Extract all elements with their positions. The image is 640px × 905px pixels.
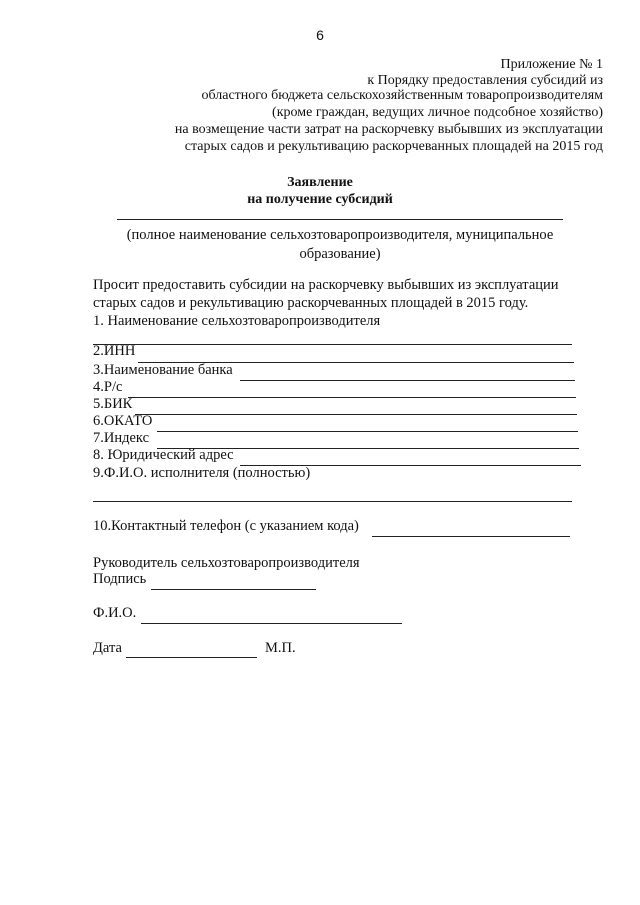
document-title: Заявление — [287, 175, 353, 190]
stamp-place-label: М.П. — [265, 640, 296, 656]
signature-sign-line[interactable] — [151, 589, 316, 590]
signature-head-label: Руководитель сельхозтоваропроизводителя — [93, 555, 360, 571]
field-bik-line[interactable] — [135, 414, 577, 415]
applicant-note-line-1: (полное наименование сельхозтоваропроизводителя, муниципальное — [126, 227, 554, 243]
field-bik-label: 5.БИК — [93, 396, 133, 412]
signature-date-label: Дата — [93, 640, 122, 656]
signature-fio-label: Ф.И.О. — [93, 605, 137, 621]
signature-sign-label: Подпись — [93, 571, 147, 587]
field-index-label: 7.Индекс — [93, 430, 150, 446]
field-account-line[interactable] — [128, 397, 576, 398]
field-bank-line[interactable] — [240, 380, 575, 381]
field-account-label: 4.Р/с — [93, 379, 123, 395]
field-inn-label: 2.ИНН — [93, 343, 136, 359]
request-line-2: старых садов и рекультивацию раскорчеванных площадей в 2015 году. — [93, 295, 529, 311]
field-phone-label: 10.Контактный телефон (с указанием кода) — [93, 518, 359, 534]
request-line-1: Просит предоставить субсидии на раскорчевку выбывших из эксплуатации — [93, 277, 559, 293]
document-subtitle: на получение субсидий — [247, 192, 393, 207]
appendix-line-4: на возмещение части затрат на раскорчевку выбывших из эксплуатации — [174, 122, 603, 137]
page-number: 6 — [316, 27, 324, 43]
field-producer-name-line[interactable] — [93, 344, 572, 345]
field-okato-line[interactable] — [157, 431, 578, 432]
applicant-name-line[interactable] — [117, 219, 563, 220]
field-okato-label: 6.ОКАТО — [93, 413, 153, 429]
applicant-note-line-2: образование) — [299, 246, 381, 262]
signature-fio-line[interactable] — [141, 623, 402, 624]
appendix-line-5: старых садов и рекультивацию раскорчеванных площадей на 2015 год — [184, 139, 603, 154]
field-legal-address-label: 8. Юридический адрес — [93, 447, 234, 463]
appendix-title: Приложение № 1 — [500, 57, 603, 72]
field-producer-name-label: 1. Наименование сельхозтоваропроизводителя — [93, 313, 381, 329]
signature-date-line[interactable] — [126, 657, 257, 658]
field-phone-line[interactable] — [372, 536, 570, 537]
appendix-line-3: (кроме граждан, ведущих личное подсобное хозяйство) — [272, 105, 603, 120]
appendix-line-1: к Порядку предоставления субсидий из — [367, 73, 603, 88]
appendix-line-2: областного бюджета сельскохозяйственным товаропроизводителям — [201, 88, 603, 103]
field-bank-label: 3.Наименование банка — [93, 362, 233, 378]
field-executor-label: 9.Ф.И.О. исполнителя (полностью) — [93, 465, 311, 481]
field-executor-line[interactable] — [93, 501, 572, 502]
